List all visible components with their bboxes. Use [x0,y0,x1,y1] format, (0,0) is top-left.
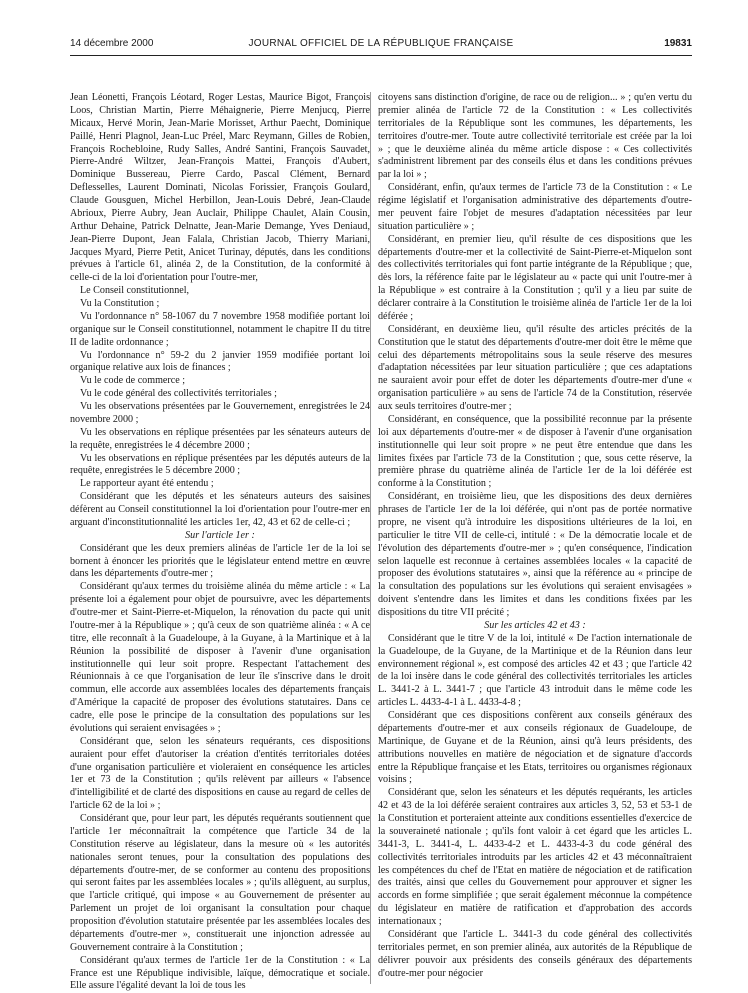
header-journal-title: JOURNAL OFFICIEL DE LA RÉPUBLIQUE FRANÇAISE [248,38,514,49]
left-column [70,92,370,993]
paragraph: Le rapporteur ayant été entendu ; [80,478,214,490]
paragraph: Vu le code général des collectivités territoriales ; [80,388,277,400]
paragraph: Considérant que les députés et les sénateurs auteurs des saisines défèrent au Conseil constitutionnel la loi d'orientation pour l'outre-mer en arguant d'inconstitutionnalité les articles 1er, 42, 43 et 62 de celle-ci ; [70,491,370,528]
paragraph: Considérant, en premier lieu, qu'il résulte de ces dispositions que les départements d'outre-mer et la collectivité de Saint-Pierre-et-Miquelon sont des collectivités territoriales qui font partie intégrante de la République ; que, dès lors, la référence faite par le législateur au « pacte qui unit l'outre-mer à la République » est contraire à la Constitution ; qu'il y a lieu par suite de déclarer contraire à la Constitution le troisième alinéa de l'article 1er de la loi déférée ; [378,233,692,322]
paragraph: Considérant, enfin, qu'aux termes de l'article 73 de la Constitution : « Le régime législatif et l'organisation administrative des départements d'outre-mer peuvent faire l'objet de mesures d'adaptation nécessitées par leur situation particulière » ; [378,182,692,232]
paragraph: Vu la Constitution ; [80,298,160,309]
right-column [378,92,692,980]
paragraph: Considérant, en troisième lieu, que les dispositions des deux dernières phrases de l'article 1er de la loi déférée, qui n'ont pas de portée normative propre, ne visent qu'à introduire les dispositions ultérieures de la loi, en particulier le titre VII de celle-ci, intitulé : « De la démocratie locale et de l'évolution des départements d'outre-mer » ; qu'en conséquence, l'indication selon laquelle est reconnue à certaines assemblées locales « la capacité de proposer des évolutions statutaires », ainsi que la référence au « principe de la consultation des populations sur les évolutions qui seraient envisagées » doivent s'entendre dans les limites et dans les conditions fixées par les dispositions du titre VII précité ; [378,491,692,618]
header-date: 14 décembre 2000 [70,38,154,49]
paragraph: Considérant, en conséquence, que la possibilité reconnue par la présente loi aux départements d'outre-mer « de disposer à l'avenir d'une organisation institutionnelle qui leur soit propre » ne peut être entendue que dans les limites fixées par l'article 73 de la Constitution ; que, sous cette réserve, la première phrase du quatrième alinéa de l'article 1er de la loi déférée est conforme à la Constitution ; [378,413,692,490]
paragraph: Considérant que le titre V de la loi, intitulé « De l'action internationale de la Guadeloupe, de la Guyane, de la Martinique et de la Réunion dans leur environnement régional », est composé des articles 42 et 43 ; que l'article 42 de la loi insère dans le code général des collectivités territoriales les articles L. 3441-2 à L. 3441-7 ; que l'article 43 introduit dans le même code les articles L. 4433-4-1 à L. 4433-4-8 ; [378,632,692,709]
paragraph: citoyens sans distinction d'origine, de race ou de religion... » ; qu'en vertu du premier alinéa de l'article 72 de la Constitution : « Les collectivités territoriales de la République sont les communes, les départements, les territoires d'outre-mer. Toute autre collectivité territoriale est créée par la loi » ; que le deuxième alinéa du même article dispose : « Ces collectivités s'administrent librement par des conseils élus et dans les conditions prévues par la loi » ; [378,92,692,181]
paragraph: Considérant qu'aux termes de l'article 1er de la Constitution : « La France est une République indivisible, laïque, démocratique et sociale. Elle assure l'égalité devant la loi de tous les [70,954,370,992]
paragraph: Considérant que, pour leur part, les députés requérants soutiennent que l'article 1er méconnaîtrait la compétence que l'article 34 de la Constitution réserve au législateur, dans la mesure où « les autorités nationales seront tenues, pour la consultation des populations des départements d'outre-mer, de se conformer au contenu des propositions qui seront faites par les assemblées locales » ; qu'ils allèguent, au surplus, que l'article critiqué, qui impose « au Gouvernement de présenter au Parlement un projet de loi organisant la consultation pour chaque proposition d'évolution statutaire présentée par les assemblées locales des départements d'outre-mer », constituerait une injonction adressée au Gouvernement contraire à la Constitution ; [70,813,370,953]
paragraph: Considérant que, selon les sénateurs et les députés requérants, les articles 42 et 43 de la loi déférée seraient contraires aux articles 3, 52, 53 et 53-1 de la Constitution et porteraient atteinte aux conditions essentielles d'exercice de la souveraineté nationale ; qu'ils font valoir à cet égard que les articles L. 3441-3, L. 3441-4, L. 4433-4-2 et L. 4433-4-3 du code général des collectivités territoriales introduits par les articles 42 et 43 méconnaîtraient les compétences du chef de l'Etat en matière de négociation et de ratification des traités, ainsi que celles du Gouvernement pour approuver et signer les accords en forme simplifiée ; que serait également méconnue la compétence du législateur en matière de ratification et d'approbation des accords internationaux ; [378,787,692,927]
paragraph: Jean Léonetti, François Léotard, Roger Lestas, Maurice Bigot, François Loos, Christian Martin, Pierre Méhaignerie, Pierre Menjucq, Pierre Micaux, Hervé Morin, Jean-Marie Morisset, Arthur Paecht, Dominique Paillé, Henri Plagnol, Jean-Luc Préel, Marc Reymann, Gilles de Robien, François Rochebloine, Rudy Salles, André Santini, François Sauvadet, Pierre-André Wiltzer, Jean-François Mattei, François d'Aubert, Dominique Bussereau, Pierre Cardo, Pascal Clément, Bernard Deflesselles, Laurent Dominati, Nicolas Forissier, François Goulard, Claude Gousguen, Michel Herbillon, Jean-Louis Debré, Jean-Claude Abrioux, Pierre Aubry, Jean Auclair, Philippe Chaulet, Alain Cousin, Arthur Dehaine, Patrick Delnatte, Jean-Marie Demange, Yves Deniaud, Jean-Pierre Dupont, Jean Falala, Christian Jacob, Thierry Mariani, Jacques Myard, Pierre Petit, Anicet Turinay, députés, dans les conditions prévues à l'article 61, alinéa 2, de la Constitution, de la conformité à celle-ci de la loi d'orientation pour l'outre-mer, [70,92,370,284]
paragraph: Vu le code de commerce ; [80,375,186,387]
paragraph: Considérant qu'aux termes du troisième alinéa du même article : « La présente loi a également pour objet de poursuivre, avec les départements d'outre-mer et Saint-Pierre-et-Miquelon, la rénovation du pacte qui unit l'outre-mer à la République » ; qu'à ceux de son quatrième alinéa : « A ce titre, elle reconnaît à la Guadeloupe, à la Guyane, à la Martinique et à la Réunion la possibilité de disposer à l'avenir d'une organisation institutionnelle qui leur soit propre. Respectant l'attachement des Réunionnais à ce que l'organisation de leur île s'inscrive dans le droit commun, elle accorde aux assemblées locales des départements français d'Amérique la capacité de proposer des évolutions statutaires. Dans ce cadre, elle pose le principe de la consultation des populations sur les évolutions qui seraient envisagées » ; [70,581,370,734]
header-page-number: 19831 [664,38,692,49]
section-heading: Sur l'article 1er : [185,529,255,541]
column-divider [370,92,371,984]
paragraph: Vu les observations en réplique présentées par les députés auteurs de la requête, enregistrées le 5 décembre 2000 ; [70,452,370,477]
page-header [70,38,692,54]
section-heading: Sur les articles 42 et 43 : [484,619,586,631]
paragraph: Vu l'ordonnance n° 59-2 du 2 janvier 1959 modifiée portant loi organique relative aux lois de finances ; [70,349,370,374]
paragraph: Considérant que ces dispositions confèrent aux conseils généraux des départements d'outre-mer et aux conseils régionaux de Guadeloupe, de Martinique, de Guyane et de la Réunion, ainsi qu'à leurs présidents, des attributions nouvelles en matière de négociation et de signature d'accords entre la République française et les Etats, territoires ou organismes régionaux voisins ; [378,710,692,786]
paragraph: Considérant que l'article L. 3441-3 du code général des collectivités territoriales permet, en son premier alinéa, aux autorités de la République de délivrer pouvoir aux présidents des conseils généraux des départements d'outre-mer pour négocier [378,928,692,979]
paragraph: Considérant que, selon les sénateurs requérants, ces dispositions auraient pour effet d'autoriser la création d'entités territoriales dotées d'une organisation particulière et violeraient en conséquence les articles 1er et 73 de la Constitution ; qu'ils relèvent par ailleurs « l'absence d'intelligibilité et de clarté des dispositions en cause au regard de celles de l'article 62 de la loi » ; [70,735,370,812]
paragraph: Vu l'ordonnance n° 58-1067 du 7 novembre 1958 modifiée portant loi organique sur le Conseil constitutionnel, notamment le chapitre II du titre II de ladite ordonnance ; [70,310,370,348]
paragraph: Le Conseil constitutionnel, [80,285,190,297]
paragraph: Vu les observations présentées par le Gouvernement, enregistrées le 24 novembre 2000 ; [70,401,370,425]
paragraph: Considérant que les deux premiers alinéas de l'article 1er de la loi se bornent à énoncer les priorités que le législateur entend mettre en œuvre dans les départements d'outre-mer ; [70,542,370,580]
paragraph: Vu les observations en réplique présentées par les sénateurs auteurs de la requête, enregistrées le 4 décembre 2000 ; [70,426,370,451]
paragraph: Considérant, en deuxième lieu, qu'il résulte des articles précités de la Constitution que le statut des départements d'outre-mer doit être le même que celui des départements métropolitains sous la seule réserve des mesures d'adaptation nécessitées par leur situation particulière ; que ces adaptations ne sauraient avoir pour effet de doter les départements d'outre-mer d'une « organisation particulière » au sens de l'article 74 de la Constitution, réservée aux seuls territoires d'outre-mer ; [378,323,692,412]
header-rule [70,55,692,56]
